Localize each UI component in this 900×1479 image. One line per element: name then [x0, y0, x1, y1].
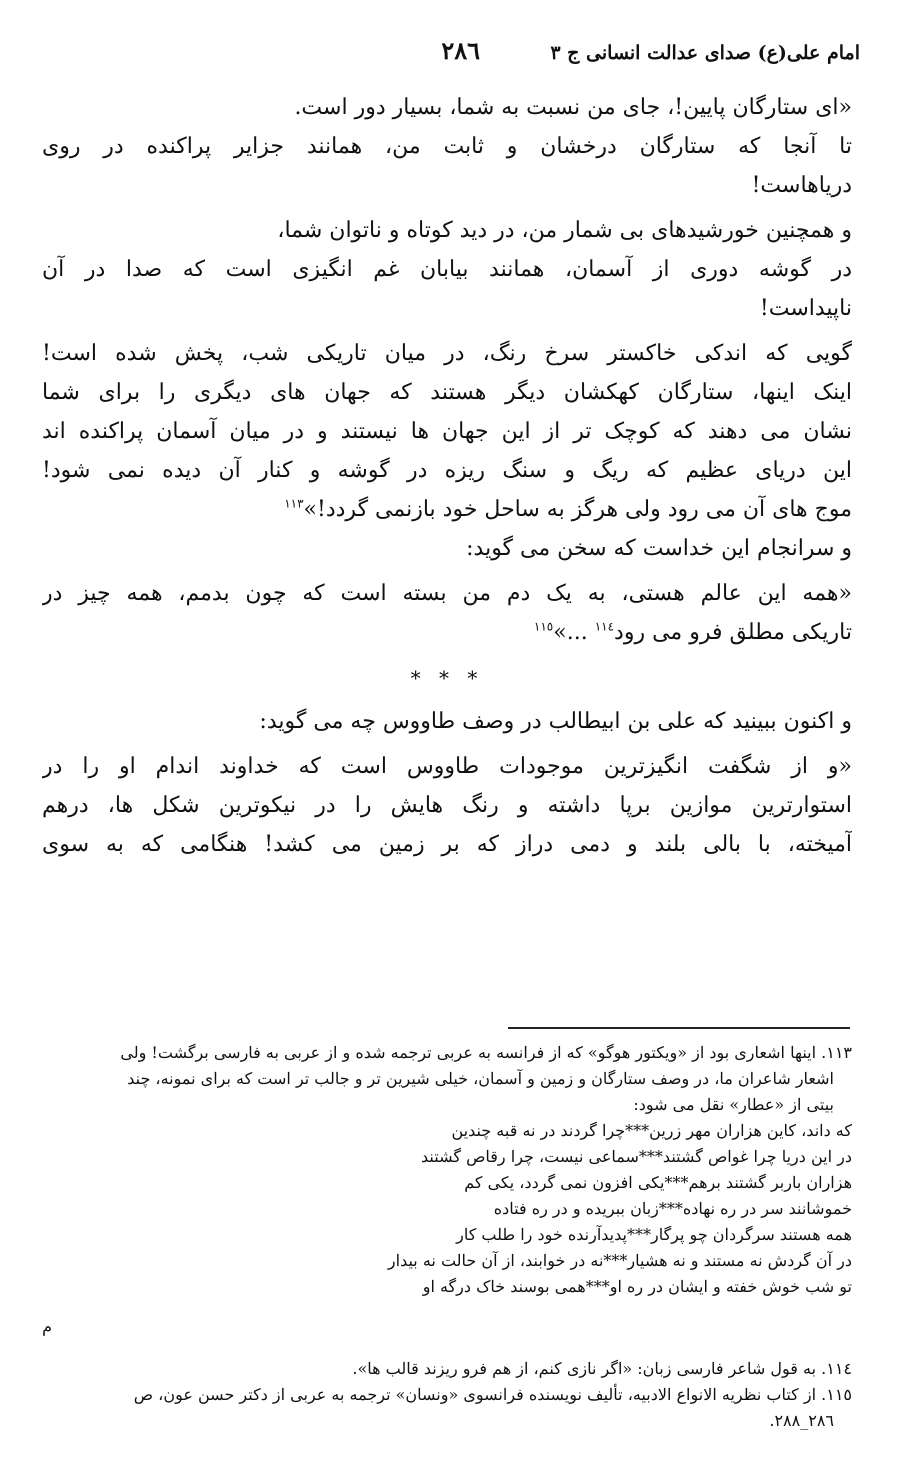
text-line: اینک اینها، ستارگان کهکشان دیگر هستند که جهان های دیگری را برای شما [42, 380, 852, 405]
page-header [40, 36, 860, 76]
text-line: «و از شگفت انگیزترین موجودات طاووس است که خداوند اندام او را در [42, 754, 852, 779]
running-title: امام علی(ع) صدای عدالت انسانی ج ٣ [550, 42, 860, 64]
page-number: ٢٨٦ [441, 36, 480, 65]
text-segment: تاریکی مطلق فرو می رود [614, 620, 852, 645]
text-line [42, 490, 852, 529]
main-text [42, 88, 852, 864]
footnotes [42, 1040, 852, 1434]
verse-line: خموشانند سر در ره نهاده***زبان ببریده و در ره فتاده [493, 1199, 852, 1218]
verse-line: در آن گردش نه مستند و نه هشیار***نه در خوابند، از آن حالت نه بیدار [387, 1251, 852, 1270]
footnote-115-line: ١١٥. از کتاب نظریه الانواع الادبیه، تألیف نویسنده فرانسوی «ونسان» ترجمه به عربی از دکتر حسن عون، ص [133, 1385, 852, 1404]
text-line: تا آنجا که ستارگان درخشان و ثابت من، همانند جزایر پراکنده در روی [42, 134, 852, 159]
text-line: آمیخته، با بالی بلند و دمی دراز که بر زمین می کشد! هنگامی که به سوی [42, 832, 852, 857]
verse-line: همه هستند سرگردان چو پرگار***پدیدآرنده خود را طلب کار [456, 1225, 852, 1244]
footnote-113-line: اشعار شاعران ما، در وصف ستارگان و زمین و آسمان، خیلی شیرین تر و جالب تر است که برای نمونه، چند [127, 1069, 834, 1088]
text-line: نشان می دهند که کوچک تر از این جهان ها نیستند و در میان آسمان پراکنده اند [42, 419, 852, 444]
footnote-separator [508, 1027, 850, 1029]
verse-line: تو شب خوش خفته و ایشان در ره او***همی بوسند خاک درگه او [422, 1277, 852, 1296]
text-segment: موج های آن می رود ولی هرگز به ساحل خود بازنمی گردد!» [303, 497, 852, 522]
text-line: «ای ستارگان پایین!، جای من نسبت به شما، بسیار دور است. [294, 95, 852, 120]
text-line: دریاهاست! [751, 173, 852, 198]
footnote-114: ١١٤. به قول شاعر فارسی زبان: «اگر نازی کنم، از هم فرو ریزند قالب ها». [352, 1359, 852, 1378]
text-line: «همه این عالم هستی، به یک دم من بسته است که چون بدمم، همه چیز در [42, 581, 852, 606]
verse-line: در این دریا چرا غواص گشتند***سماعی نیست، چرا رقاص گشتند [421, 1147, 852, 1166]
text-line: گویی که اندکی خاکستر سرخ رنگ، در میان تاریکی شب، پخش شده است! [42, 341, 852, 366]
text-line [42, 613, 852, 652]
text-line: ناپیداست! [759, 296, 852, 321]
footnote-ref-115[interactable]: ١١٥ [533, 619, 554, 634]
text-line: در گوشه دوری از آسمان، همانند بیابان غم انگیزی است که صدا در آن [42, 257, 852, 282]
text-segment: ...» [553, 620, 588, 645]
text-line: و اکنون ببینید که علی بن ابیطالب در وصف طاووس چه می گوید: [259, 709, 852, 734]
footnote-113-line: بیتی از «عطار» نقل می شود: [633, 1095, 834, 1114]
footnote-113-line: ١١٣. اینها اشعاری بود از «ویکتور هوگو» که از فرانسه به عربی ترجمه شده و از عربی به فارسی برگشت! ولی [120, 1043, 852, 1062]
footnote-115-line: ٢٨٦_٢٨٨. [769, 1411, 834, 1430]
text-line: و سرانجام این خداست که سخن می گوید: [466, 536, 852, 561]
text-line: استوارترین موازین برپا داشته و رنگ هایش را در نیکوترین شکل ها، درهم [42, 793, 852, 818]
text-line: این دریای عظیم که ریگ و سنگ ریزه در گوشه و کنار آن دیده نمی شود! [42, 458, 852, 483]
text-line: و همچنین خورشیدهای بی شمار من، در دید کوتاه و ناتوان شما، [277, 218, 852, 243]
verse-line: هزاران باربر گشتند برهم***یکی افزون نمی گردد، یکی کم [464, 1173, 852, 1192]
verse-line: که داند، کاین هزاران مهر زرین***چرا گردند در نه قبه چندین [451, 1121, 852, 1140]
page-mark: م [42, 1317, 52, 1336]
footnote-ref-114[interactable]: ١١٤ [594, 619, 615, 634]
footnote-ref-113[interactable]: ١١٣ [284, 496, 304, 511]
section-divider: * * * [410, 666, 484, 690]
